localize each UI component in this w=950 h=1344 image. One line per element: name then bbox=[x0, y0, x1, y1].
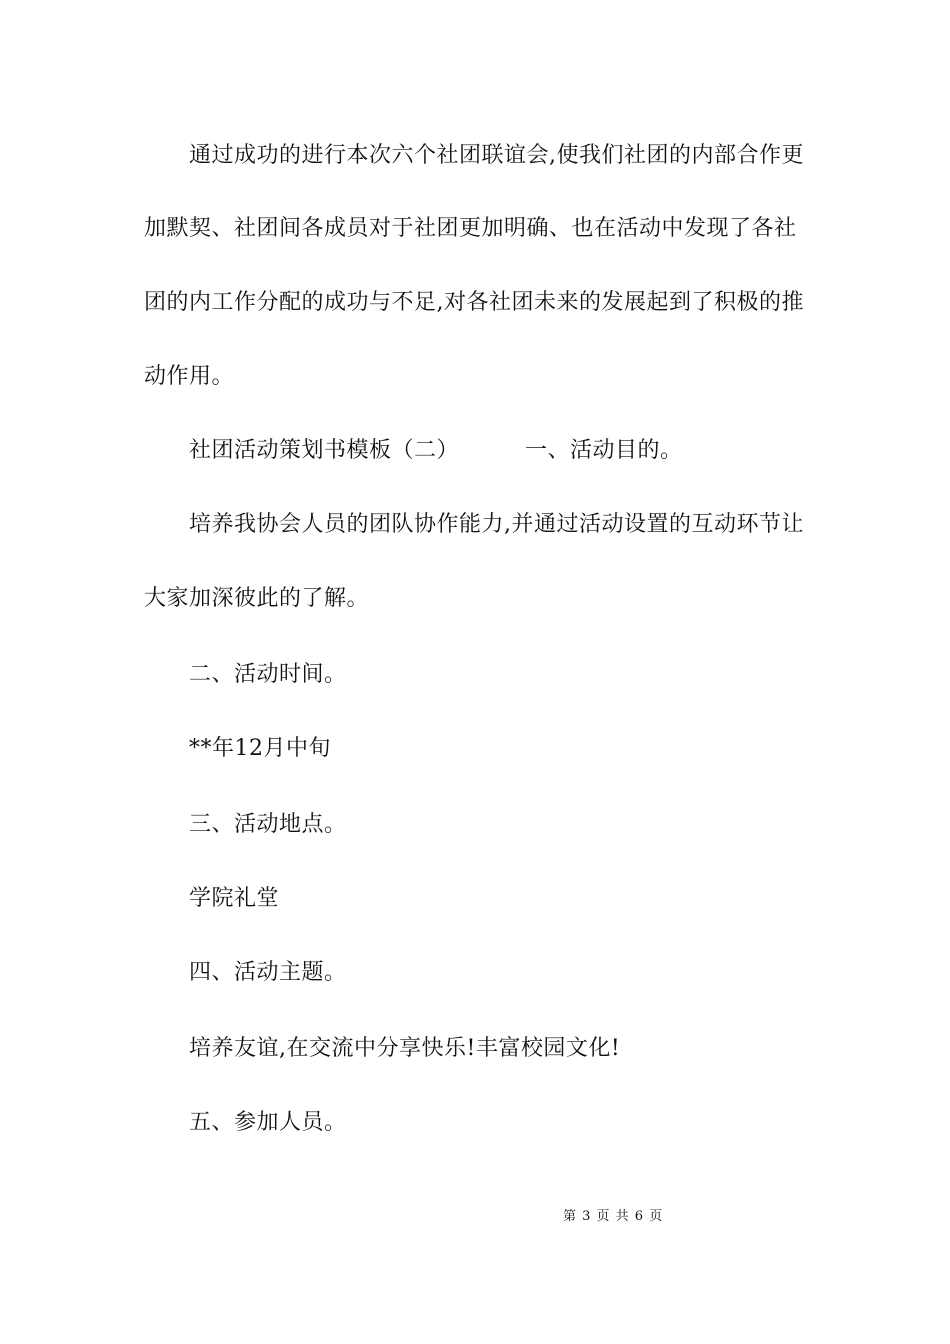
paragraph-1-line-4: 动作用。 bbox=[144, 364, 235, 389]
paragraph-1-line-1: 通过成功的进行本次六个社团联谊会,使我们社团的内部合作更 bbox=[189, 143, 804, 168]
section-4-content: 培养友谊,在交流中分享快乐!丰富校园文化! bbox=[189, 1036, 621, 1061]
paragraph-1-line-3: 团的内工作分配的成功与不足,对各社团未来的发展起到了积极的推 bbox=[144, 290, 804, 315]
section-2-title: 二、活动时间。 bbox=[189, 662, 347, 687]
section-3-title: 三、活动地点。 bbox=[189, 812, 347, 837]
section-5-title: 五、参加人员。 bbox=[189, 1110, 347, 1135]
paragraph-2-line-1: 培养我协会人员的团队协作能力,并通过活动设置的互动环节让 bbox=[189, 512, 804, 537]
section-4-title: 四、活动主题。 bbox=[189, 960, 347, 985]
section-1-title: 一、活动目的。 bbox=[525, 438, 683, 463]
section-2-content: **年12月中旬 bbox=[189, 736, 331, 761]
paragraph-2-line-2: 大家加深彼此的了解。 bbox=[144, 586, 370, 611]
template-heading: 社团活动策划书模板（二） bbox=[189, 438, 460, 463]
paragraph-1-line-2: 加默契、社团间各成员对于社团更加明确、也在活动中发现了各社 bbox=[144, 216, 797, 241]
template-heading-row bbox=[189, 436, 683, 466]
page-number-footer: 第 3 页 共 6 页 bbox=[563, 1209, 664, 1224]
section-3-content: 学院礼堂 bbox=[189, 886, 280, 911]
